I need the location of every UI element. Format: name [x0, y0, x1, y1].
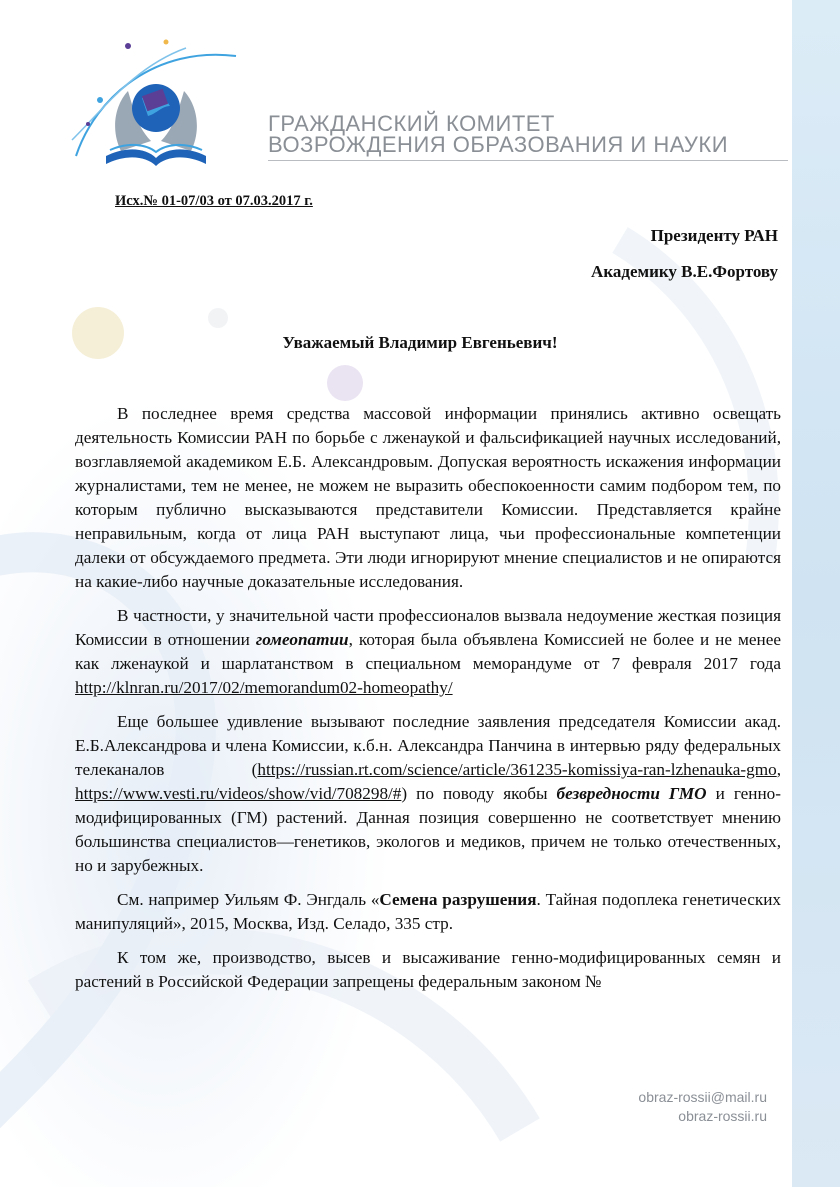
p4-text-b: . Тайная подоплека генетических манипуляций», 2015, Москва, Изд. Селадо, 335 стр.: [75, 890, 781, 933]
contact-email: obraz-rossii@mail.ru: [638, 1089, 767, 1105]
p2-text-b: , которая была объявлена Комиссией не более и не менее как лженаукой и шарлатанством в специальном меморандуме от 7 февраля 2017 года: [75, 630, 781, 673]
p2-text-a: В частности, у значительной части профессионалов вызвала недоумение жесткая позиция Комиссии в отношении: [75, 606, 781, 649]
p3-text-b: ) по поводу якобы: [401, 784, 557, 803]
p3-text-a: Еще большее удивление вызывают последние заявления председателя Комиссии акад. Е.Б.Александрова и члена Комиссии, к.б.н. Александра Панчина в интервью ряду федеральных телеканалов (: [75, 712, 781, 779]
p3-separator: ,: [776, 760, 781, 779]
outgoing-reference-number: Исх.№ 01-07/03 от 07.03.2017 г.: [115, 193, 313, 209]
header-divider: [268, 160, 788, 161]
paragraph-1: В последнее время средства массовой информации принялись активно освещать деятельность Комиссии РАН по борьбе с лженаукой и фальсификацией научных исследований, возглавляемой академиком Е.Б. Александровым. Допуская вероятность искажения информации журналистами, тем не менее, не можем не выразить обеспокоенности самим подбором тем, по которым публично высказываются представители Комиссии. Представляется крайне неправильным, когда от лица РАН выступают лица, чьи профессиональные компетенции далеки от обсуждаемого предмета. Эти люди игнорируют мнение специалистов и не опираются на какие-либо научные доказательные исследования.: [75, 404, 781, 591]
p4-book-title: Семена разрушения: [379, 890, 537, 909]
paragraph-3: [75, 710, 781, 878]
p4-text-a: См. например Уильям Ф. Энгдаль «: [117, 890, 380, 909]
vesti-video-link[interactable]: https://www.vesti.ru/videos/show/vid/708298/#: [75, 784, 402, 803]
organization-name-line1: ГРАЖДАНСКИЙ КОМИТЕТ: [268, 111, 555, 136]
organization-logo: [66, 36, 246, 176]
paragraph-5: К том же, производство, высев и высаживание генно-модифицированных семян и растений в Российской Федерации запрещены федеральным законом №: [75, 948, 781, 991]
letter-body: [75, 402, 781, 1004]
addressee-title: Президенту РАН: [650, 226, 778, 245]
p3-text-c: и генно-модифицированных (ГМ) растений. Данная позиция совершенно не соответствует мнению большинства специалистов—генетиков, экологов и медиков, причем не только отечественных, но и зарубежных.: [75, 784, 781, 875]
paragraph-2: [75, 604, 781, 700]
p2-emphasis-homeopathy: гомеопатии: [255, 630, 349, 649]
organization-name-line2: ВОЗРОЖДЕНИЯ ОБРАЗОВАНИЯ И НАУКИ: [268, 132, 729, 157]
contact-website: obraz-rossii.ru: [678, 1108, 767, 1124]
rt-article-link[interactable]: https://russian.rt.com/science/article/361235-komissiya-ran-lzhenauka-gmo: [257, 760, 777, 779]
paragraph-4: [75, 888, 781, 936]
addressee-name: Академику В.Е.Фортову: [591, 262, 778, 281]
memorandum-link[interactable]: http://klnran.ru/2017/02/memorandum02-homeopathy/: [75, 678, 453, 697]
p3-emphasis-gmo: безвредности ГМО: [556, 784, 707, 803]
salutation: Уважаемый Владимир Евгеньевич!: [282, 333, 558, 352]
